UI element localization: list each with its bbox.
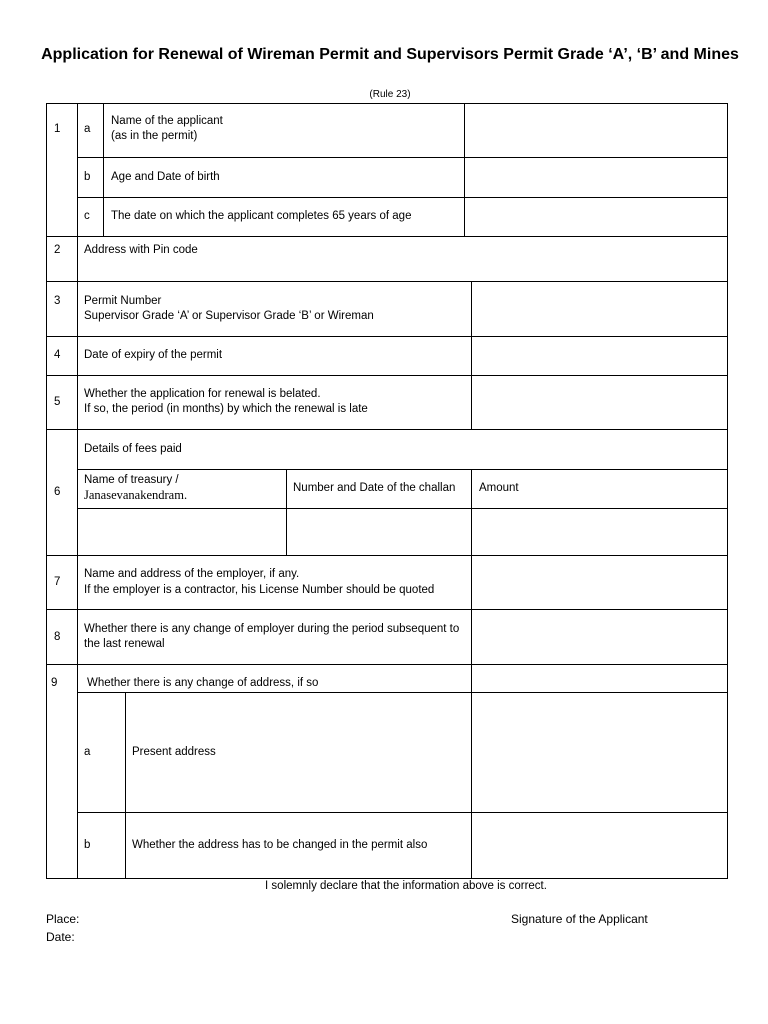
column-divider [464, 103, 465, 236]
employer-field[interactable] [473, 557, 725, 608]
row-divider [46, 236, 728, 237]
form-title: Application for Renewal of Wireman Permit and Supervisors Permit Grade ‘A’, ‘B’ and Mines [41, 46, 739, 63]
row-divider [77, 508, 728, 509]
column-divider [77, 103, 78, 879]
column-divider [286, 469, 287, 555]
row-letter: b [84, 839, 91, 851]
field-label-applicant-name-note: (as in the permit) [111, 130, 198, 142]
row-divider [46, 555, 728, 556]
field-label-present-address: Present address [132, 746, 216, 758]
field-label-employer-change: Whether there is any change of employer during the period subsequent to [84, 623, 460, 635]
row-divider [77, 469, 728, 470]
field-label-address: Address with Pin code [84, 244, 198, 256]
applicant-name-field[interactable] [466, 105, 725, 156]
column-header-treasury-alt: Janasevanakendram. [84, 488, 188, 502]
row-number: 7 [54, 576, 61, 588]
field-label-permit-grade: Supervisor Grade ‘A’ or Supervisor Grade ‘B’ or Wireman [84, 310, 374, 322]
field-label-permit-address-change: Whether the address has to be changed in the permit also [132, 839, 428, 851]
field-label-belated-period: If so, the period (in months) by which the renewal is late [84, 403, 368, 415]
row-divider [77, 157, 728, 158]
row-letter: a [84, 746, 91, 758]
field-label-applicant-name: Name of the applicant [111, 115, 223, 127]
field-label-fees: Details of fees paid [84, 443, 182, 455]
row-divider [46, 664, 728, 665]
table-border-top [46, 103, 728, 104]
employer-change-field[interactable] [473, 611, 725, 663]
row-divider [46, 375, 728, 376]
65-years-date-field[interactable] [466, 199, 725, 235]
age-dob-field[interactable] [466, 159, 725, 196]
field-label-address-change: Whether there is any change of address, if so [87, 677, 319, 689]
row-divider [46, 609, 728, 610]
column-divider [103, 103, 104, 236]
belated-period-field[interactable] [473, 377, 725, 428]
row-number: 8 [54, 631, 61, 643]
row-letter: a [84, 123, 91, 135]
field-label-65-years-date: The date on which the applicant completes 65 years of age [111, 210, 412, 222]
address-change-field[interactable] [473, 666, 725, 691]
column-header-amount: Amount [479, 482, 519, 494]
signature-label: Signature of the Applicant [511, 912, 648, 926]
row-letter: b [84, 171, 91, 183]
declaration-text: I solemnly declare that the information above is correct. [265, 880, 547, 892]
table-border-left [46, 103, 47, 879]
date-label: Date: [46, 930, 75, 944]
table-border-right [727, 103, 728, 879]
row-number: 6 [54, 486, 61, 498]
address-field[interactable] [79, 256, 725, 280]
field-label-contractor-license: If the employer is a contractor, his License Number should be quoted [84, 584, 435, 596]
row-letter: c [84, 210, 90, 222]
row-number: 4 [54, 349, 61, 361]
row-number: 5 [54, 396, 61, 408]
field-label-belated: Whether the application for renewal is belated. [84, 388, 321, 400]
column-divider [471, 555, 472, 664]
treasury-name-field[interactable] [79, 510, 285, 554]
row-number: 2 [54, 244, 61, 256]
row-divider [46, 429, 728, 430]
field-label-age-dob: Age and Date of birth [111, 171, 220, 183]
row-divider [77, 812, 728, 813]
column-header-challan: Number and Date of the challan [293, 482, 456, 494]
present-address-field[interactable] [473, 694, 725, 811]
expiry-date-field[interactable] [473, 338, 725, 374]
row-divider [46, 336, 728, 337]
column-header-treasury: Name of treasury / [84, 474, 179, 486]
amount-field[interactable] [473, 510, 725, 554]
field-label-permit-number: Permit Number [84, 295, 162, 307]
row-number: 9 [51, 677, 58, 689]
challan-field[interactable] [288, 510, 470, 554]
row-divider [77, 197, 728, 198]
permit-address-change-field[interactable] [473, 814, 725, 877]
field-label-employer: Name and address of the employer, if any. [84, 568, 300, 580]
column-divider [471, 469, 472, 555]
row-divider [77, 692, 728, 693]
rule-reference: (Rule 23) [369, 89, 411, 100]
row-number: 1 [54, 123, 61, 135]
row-number: 3 [54, 295, 61, 307]
column-divider [125, 692, 126, 878]
field-label-expiry-date: Date of expiry of the permit [84, 349, 223, 361]
column-divider [471, 664, 472, 878]
place-label: Place: [46, 912, 80, 926]
permit-number-field[interactable] [473, 283, 725, 335]
table-border-bottom [46, 878, 728, 879]
field-label-employer-change-cont: the last renewal [84, 638, 165, 650]
row-divider [46, 281, 728, 282]
column-divider [471, 281, 472, 429]
